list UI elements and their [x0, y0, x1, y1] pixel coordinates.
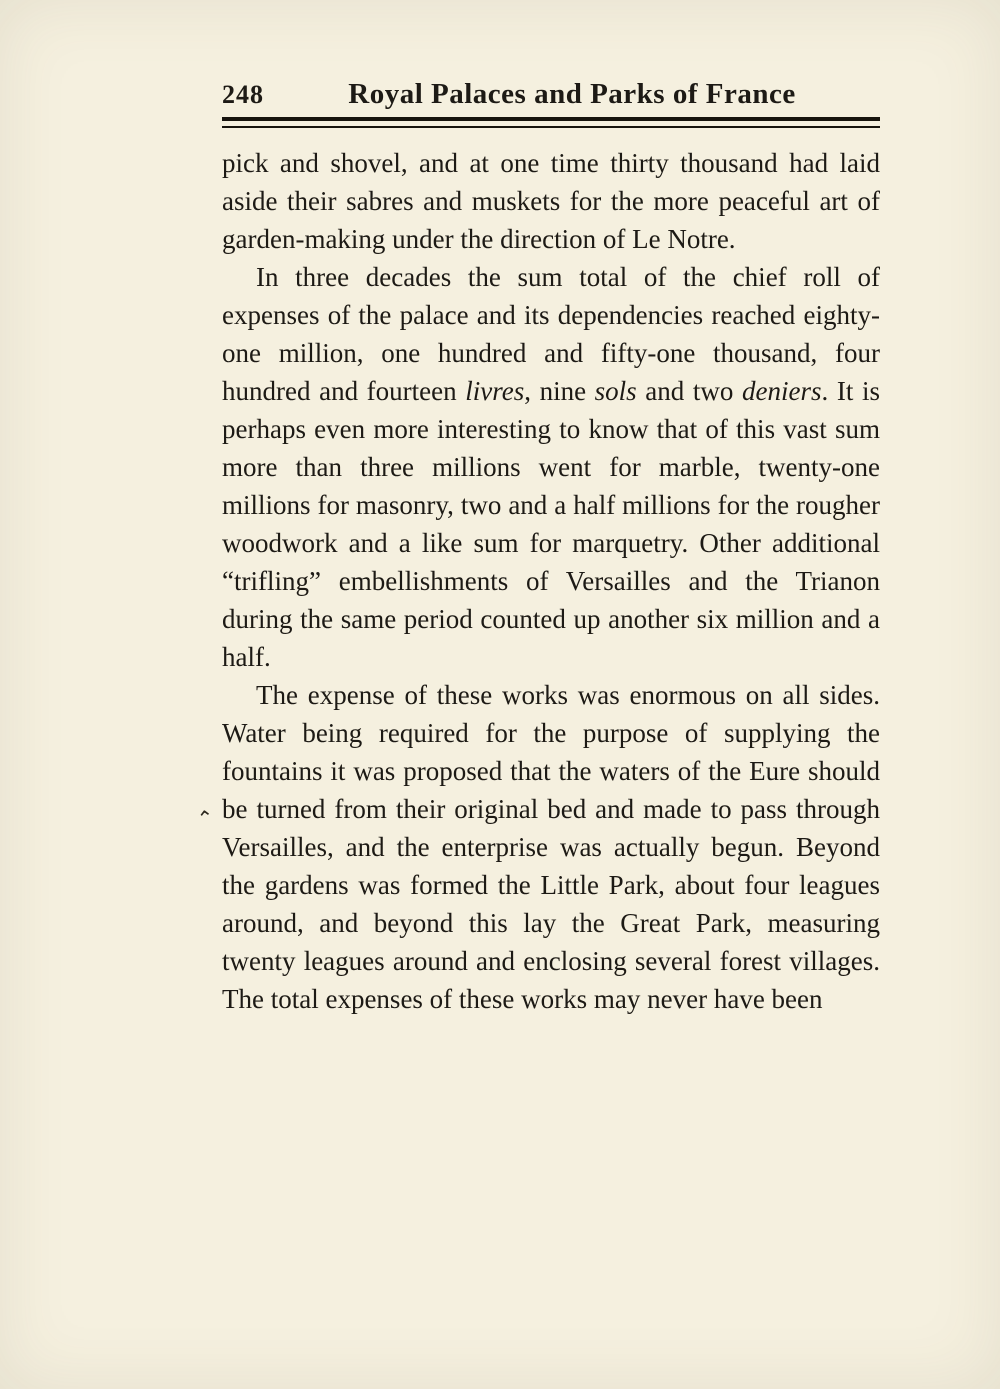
margin-mark: ⌃ — [195, 806, 216, 832]
text-run: In three decades the sum total of the chief roll of expenses of the palace and its dependencies reached eighty-one million, one hundred and fifty-one thousand, four hundred and fourteen — [222, 262, 880, 406]
text-run: pick and shovel, and at one time thirty thousand had laid aside their sabres and muskets for the more peaceful art of garden-making under the direction of Le Notre. — [222, 148, 880, 254]
text-run: , nine — [524, 376, 595, 406]
text-run: . It is perhaps even more interesting to know that of this vast sum more than three millions went for marble, twenty-one millions for masonry, two and a half millions for the rougher woodwork and a like sum for marquetry. Other additional “trifling” embellishments of Versailles and the Trianon during the same period counted up another six million and a half. — [222, 376, 880, 672]
text-run: The expense of these works was enormous on all sides. Water being required for the purpose of supplying the fountains it was proposed that the waters of the Eure should be turned from their original bed and made to pass through Versailles, and the enterprise was actually begun. Beyond the gardens was formed the Little Park, about four leagues around, and beyond this lay the Great Park, measuring twenty leagues around and enclosing several forest villages. The total expenses of these works may never have been — [222, 680, 880, 1014]
running-title: Royal Palaces and Parks of France — [348, 78, 796, 110]
double-rule — [222, 117, 880, 128]
page-body — [222, 144, 880, 1018]
page-number: 248 — [222, 80, 264, 109]
running-head — [222, 78, 880, 111]
text-run: livres — [465, 376, 525, 406]
text-run: sols — [594, 376, 637, 406]
paragraph — [222, 144, 880, 258]
text-column — [222, 78, 880, 1018]
paragraph — [222, 676, 880, 1018]
paragraph — [222, 258, 880, 676]
text-run: deniers — [742, 376, 822, 406]
text-run: and two — [636, 376, 743, 406]
